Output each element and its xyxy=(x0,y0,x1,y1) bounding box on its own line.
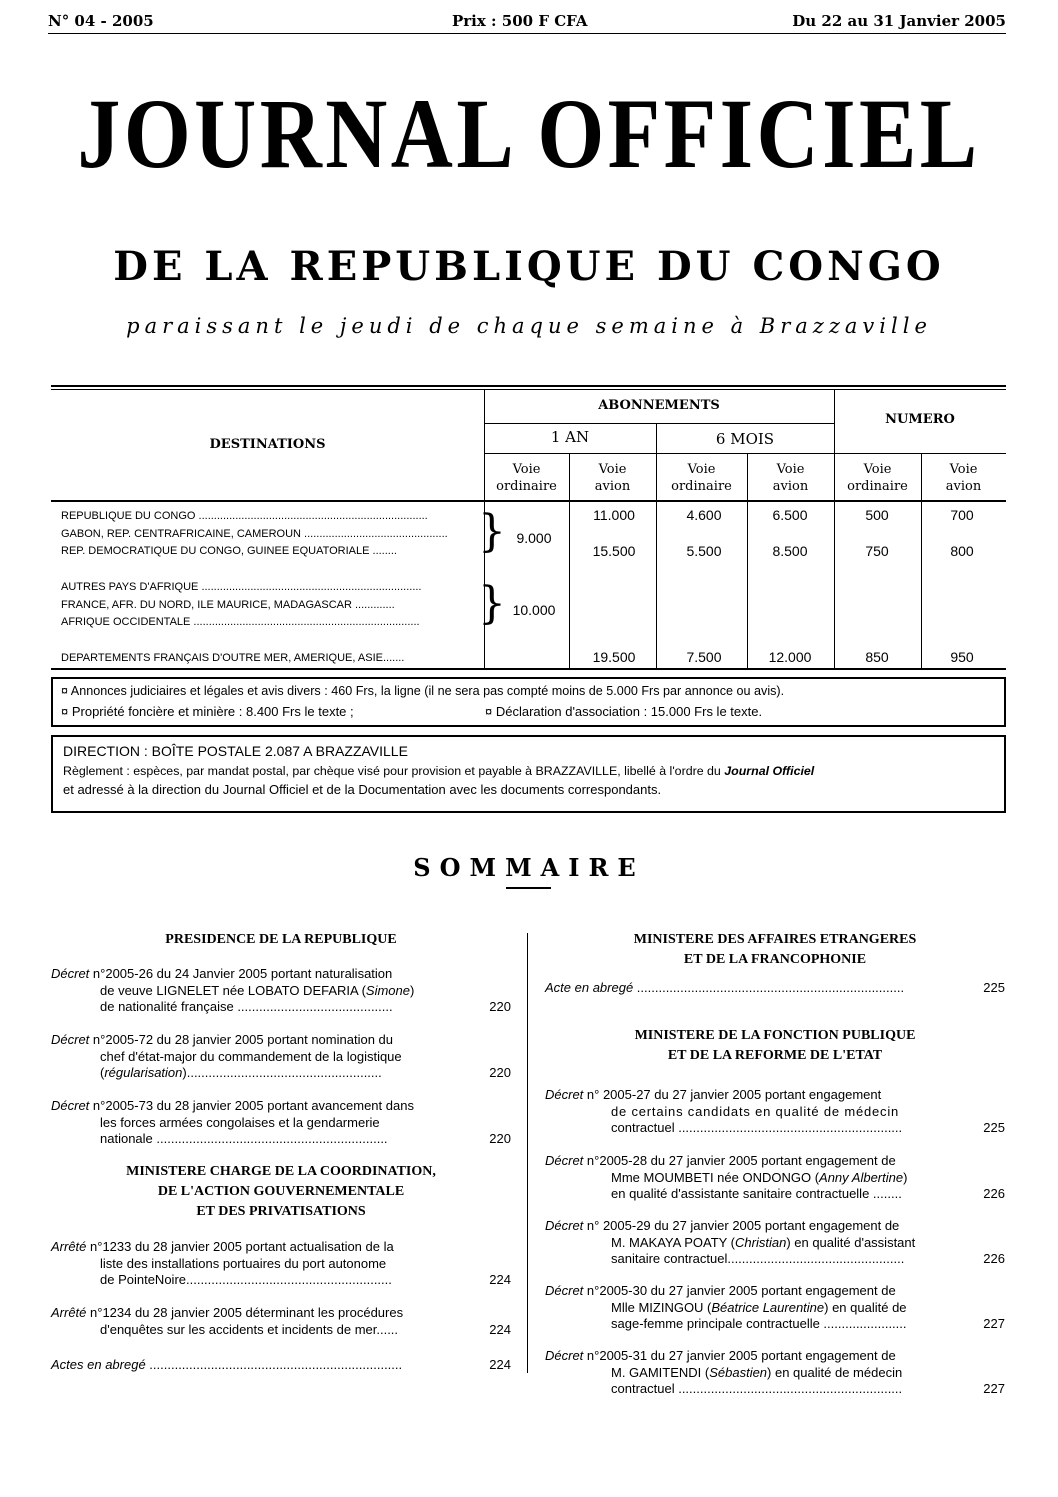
page-number: 227 xyxy=(983,1381,1005,1396)
destination-row: GABON, REP. CENTRAFRICAINE, CAMEROUN ............................................... xyxy=(61,528,448,540)
numero-header: NUMERO xyxy=(885,412,955,427)
cell-value: 11.000 xyxy=(593,507,635,523)
destination-row: FRANCE, AFR. DU NORD, ILE MAURICE, MADAGASCAR ............. xyxy=(61,599,395,611)
toc-entry: Actes en abregé ...................................................................... xyxy=(51,1357,403,1372)
page-number: 220 xyxy=(489,1131,511,1146)
page-number: 225 xyxy=(983,1120,1005,1135)
section-heading: MINISTERE DE LA FONCTION PUBLIQUE ET DE LA REFORME DE L'ETAT xyxy=(634,1028,916,1063)
header-rule xyxy=(48,33,1006,34)
cell-value: 5.500 xyxy=(686,543,722,559)
cell-value: 800 xyxy=(950,543,974,559)
section-heading: PRESIDENCE DE LA REPUBLIQUE xyxy=(165,932,397,947)
abonnements-header: ABONNEMENTS xyxy=(598,398,720,413)
col-header-6: Voie avion xyxy=(945,462,982,494)
group1-annual: 9.000 xyxy=(516,530,552,546)
destinations-header: DESTINATIONS xyxy=(209,437,326,452)
section-heading: MINISTERE CHARGE DE LA COORDINATION, DE L'ACTION GOUVERNEMENTALE ET DES PRIVATISATIONS xyxy=(126,1164,436,1219)
brace-icon: } xyxy=(478,506,506,557)
toc-entry: Arrêté n°1234 du 28 janvier 2005 déterminant les procédures d'enquêtes sur les accidents et incidents de mer...... xyxy=(51,1305,404,1337)
journal-tagline: paraissant le jeudi de chaque semaine à Brazzaville xyxy=(126,314,932,338)
cell-value: 850 xyxy=(865,649,889,665)
col-header-1: Voie ordinaire xyxy=(496,462,557,494)
cell-value: 500 xyxy=(865,507,889,523)
rates-box xyxy=(51,677,1006,727)
destination-row: REPUBLIQUE DU CONGO ........................................................................... xyxy=(61,510,428,522)
issue-price: Prix : 500 F CFA xyxy=(452,12,588,30)
page-number: 227 xyxy=(983,1316,1005,1331)
col-header-2: Voie avion xyxy=(594,462,631,494)
toc-entry: Décret n° 2005-27 du 27 janvier 2005 portant engagement de certains candidats en qualité de médecin contractuel .............................................................. xyxy=(545,1087,903,1135)
cell-value: 12.000 xyxy=(768,649,812,665)
toc-entry: Décret n°2005-30 du 27 janvier 2005 portant engagement de Mlle MIZINGOU (Béatrice Laurentine) en qualité de sage-femme principale contractuelle ....................... xyxy=(545,1283,907,1331)
page-number: 220 xyxy=(489,1065,511,1080)
journal-title: JOURNAL OFFICIEL xyxy=(77,78,981,189)
col-header-3: Voie ordinaire xyxy=(671,462,732,494)
destination-row: DEPARTEMENTS FRANÇAIS D'OUTRE MER, AMERIQUE, ASIE....... xyxy=(61,652,405,664)
group2-annual: 10.000 xyxy=(512,602,556,618)
sommaire-underline xyxy=(506,887,551,889)
col-header-4: Voie avion xyxy=(772,462,809,494)
cell-value: 6.500 xyxy=(772,507,808,523)
page-number: 220 xyxy=(489,999,511,1014)
issue-number: N° 04 - 2005 xyxy=(48,12,154,30)
cell-value: 7.500 xyxy=(686,649,722,665)
rates-line-2b: ¤ Déclaration d'association : 15.000 Frs le texte. xyxy=(485,704,763,719)
section-heading: MINISTERE DES AFFAIRES ETRANGERES ET DE LA FRANCOPHONIE xyxy=(633,932,917,967)
toc-entry: Arrêté n°1233 du 28 janvier 2005 portant actualisation de la liste des installations portuaires du port autonome de PointeNoire......................................................... xyxy=(51,1239,394,1287)
toc-entry: Décret n°2005-73 du 28 janvier 2005 portant avancement dans les forces armées congolaises et la gendarmerie nationale ................................................................ xyxy=(51,1098,414,1146)
destination-row: REP. DEMOCRATIQUE DU CONGO, GUINEE EQUATORIALE ........ xyxy=(61,545,397,557)
cell-value: 750 xyxy=(865,543,889,559)
direction-title: DIRECTION : BOÎTE POSTALE 2.087 A BRAZZAVILLE xyxy=(63,743,408,759)
page-number: 226 xyxy=(983,1186,1005,1201)
page-number: 226 xyxy=(983,1251,1005,1266)
direction-line-2: et adressé à la direction du Journal Officiel et de la Documentation avec les documents correspondants. xyxy=(63,782,662,797)
toc-entry: Décret n°2005-28 du 27 janvier 2005 portant engagement de Mme MOUMBETI née ONDONGO (Anny Albertine) en qualité d'assistante sanitaire contractuelle ........ xyxy=(545,1153,908,1201)
col-header-5: Voie ordinaire xyxy=(847,462,908,494)
page-number: 225 xyxy=(983,980,1005,995)
page-number: 224 xyxy=(489,1357,511,1372)
toc-entry: Acte en abregé .......................................................................... xyxy=(545,980,905,995)
direction-box xyxy=(51,735,1006,813)
cell-value: 19.500 xyxy=(592,649,636,665)
brace-icon: } xyxy=(478,578,506,629)
cell-value: 8.500 xyxy=(772,543,808,559)
rates-line-2a: ¤ Propriété foncière et minière : 8.400 Frs le texte ; xyxy=(61,704,354,719)
cell-value: 15.500 xyxy=(592,543,636,559)
sommaire-title: SOMMAIRE xyxy=(413,853,645,882)
toc-entry: Décret n°2005-31 du 27 janvier 2005 portant engagement de M. GAMITENDI (Sébastien) en qualité de médecin contractuel .............................................................. xyxy=(545,1348,903,1396)
toc-entry: Décret n°2005-26 du 24 Janvier 2005 portant naturalisation de veuve LIGNELET née LOBATO DEFARIA (Simone) de nationalité française ........................................... xyxy=(51,966,415,1014)
toc-entry: Décret n° 2005-29 du 27 janvier 2005 portant engagement de M. MAKAYA POATY (Christian) en qualité d'assistant sanitaire contractuel................................................. xyxy=(545,1218,916,1266)
cell-value: 700 xyxy=(950,507,974,523)
direction-line-1: Règlement : espèces, par mandat postal, par chèque visé pour provision et payable à BRAZZAVILLE, libellé à l'ordre du Journal Officiel xyxy=(63,764,815,778)
one-year-header: 1 AN xyxy=(550,428,590,446)
toc-entry: Décret n°2005-72 du 28 janvier 2005 portant nomination du chef d'état-major du commandement de la logistique (régularisation)...................................................... xyxy=(51,1032,402,1080)
column-divider xyxy=(527,933,528,1373)
journal-subtitle: DE LA REPUBLIQUE DU CONGO xyxy=(113,243,945,290)
rates-line-1: ¤ Annonces judiciaires et légales et avis divers : 460 Frs, la ligne (il ne sera pas compté moins de 5.000 Frs par annonce ou avis). xyxy=(61,684,785,698)
page-number: 224 xyxy=(489,1322,511,1337)
cell-value: 950 xyxy=(950,649,974,665)
destination-row: AFRIQUE OCCIDENTALE .......................................................................... xyxy=(61,616,420,628)
six-months-header: 6 MOIS xyxy=(715,430,775,448)
issue-dates: Du 22 au 31 Janvier 2005 xyxy=(792,12,1006,30)
page-number: 224 xyxy=(489,1272,511,1287)
destination-row: AUTRES PAYS D'AFRIQUE ........................................................................ xyxy=(61,581,422,593)
cell-value: 4.600 xyxy=(686,507,722,523)
